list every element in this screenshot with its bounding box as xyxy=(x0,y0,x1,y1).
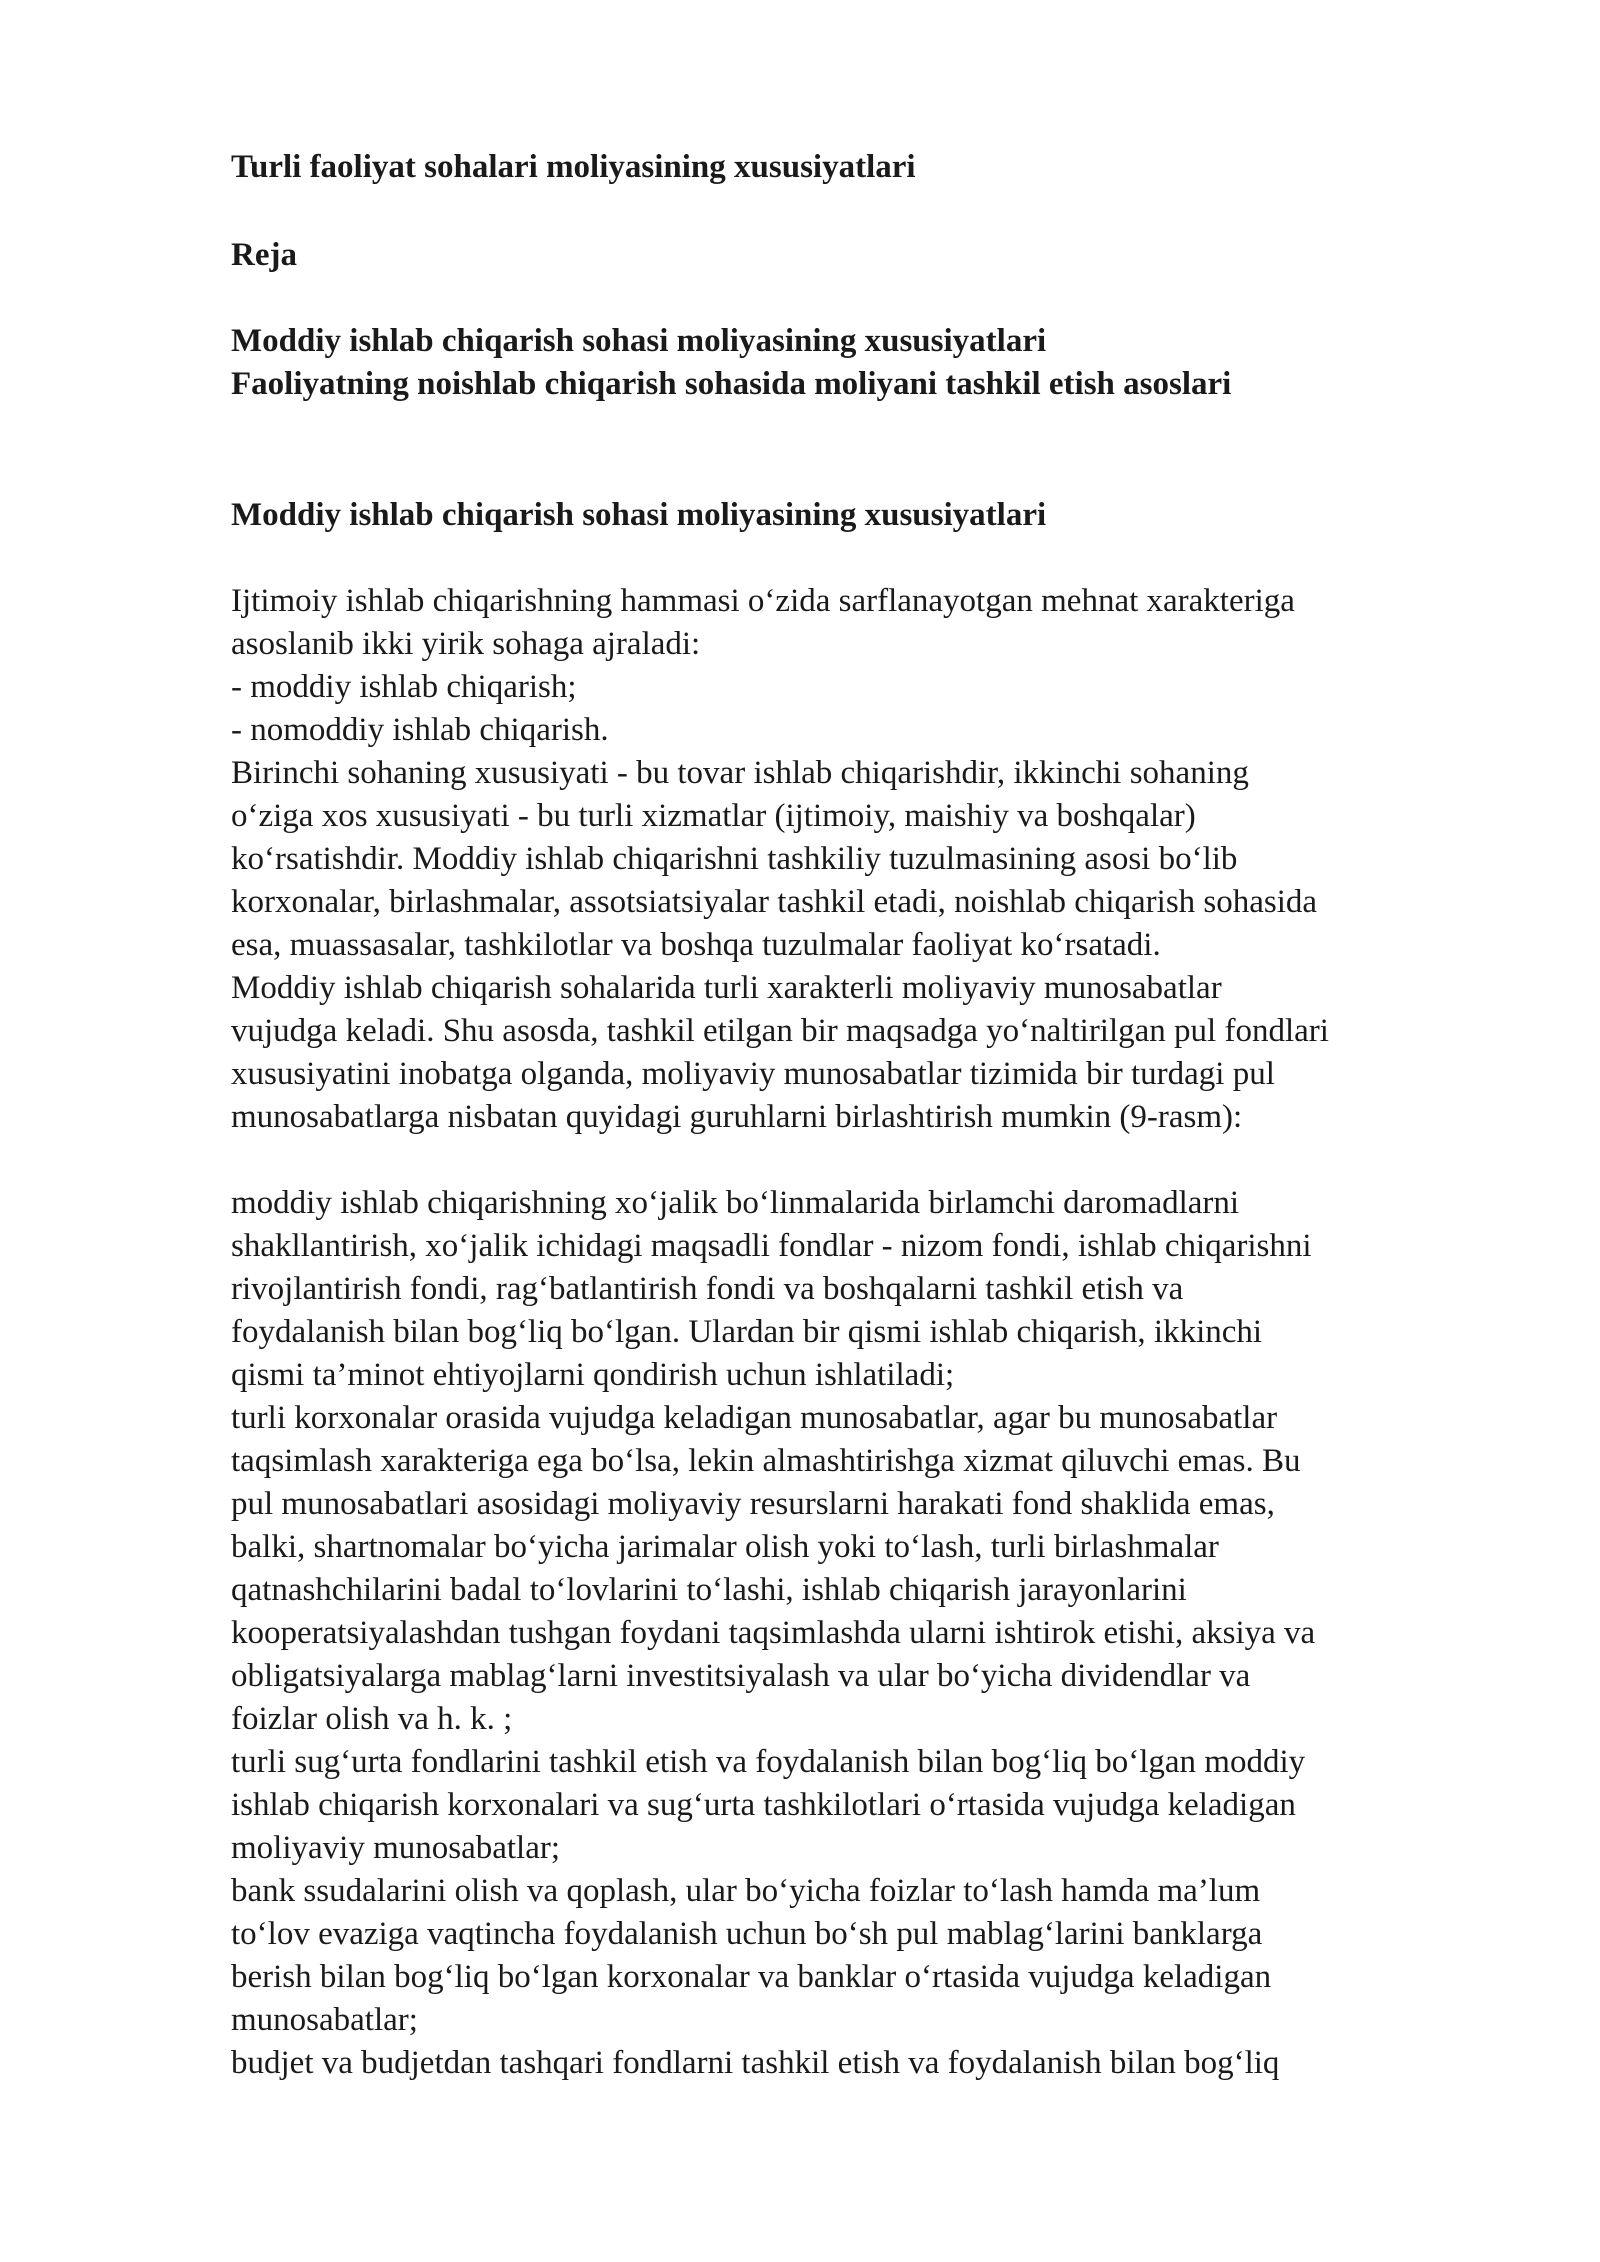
paragraph-spacer xyxy=(231,1139,1531,1182)
body-text-line: bank ssudalarini olish va qoplash, ular bo‘yicha foizlar to‘lash hamda ma’lum xyxy=(231,1873,1261,1909)
body-text-line: - nomoddiy ishlab chiqarish. xyxy=(231,712,609,748)
body-text-line: budjet va budjetdan tashqari fondlarni tashkil etish va foydalanish bilan bog‘liq xyxy=(231,2045,1280,2081)
body-text-line: to‘lov evaziga vaqtincha foydalanish uchun bo‘sh pul mablag‘larini banklarga xyxy=(231,1916,1263,1952)
section-heading: Moddiy ishlab chiqarish sohasi moliyasining xususiyatlari xyxy=(231,497,1047,533)
body-text-line: taqsimlash xarakteriga ega bo‘lsa, lekin almashtirishga xizmat qiluvchi emas. Bu xyxy=(231,1443,1301,1479)
body-text-line: asoslanib ikki yirik sohaga ajraladi: xyxy=(231,626,701,662)
body-text-line: - moddiy ishlab chiqarish; xyxy=(231,669,577,705)
body-text-line: balki, shartnomalar bo‘yicha jarimalar olish yoki to‘lash, turli birlashmalar xyxy=(231,1529,1219,1565)
body-text-line: turli korxonalar orasida vujudga keladigan munosabatlar, agar bu munosabatlar xyxy=(231,1400,1278,1436)
body-text-line: qismi ta’minot ehtiyojlarni qondirish uchun ishlatiladi; xyxy=(231,1357,955,1393)
body-text-line: Birinchi sohaning xususiyati - bu tovar ishlab chiqarishdir, ikkinchi sohaning xyxy=(231,755,1249,791)
body-text-line: korxonalar, birlashmalar, assotsiatsiyalar tashkil etadi, noishlab chiqarish sohasida xyxy=(231,884,1318,920)
body-text-line: turli sug‘urta fondlarini tashkil etish va foydalanish bilan bog‘liq bo‘lgan moddiy xyxy=(231,1744,1306,1780)
body-text-line: o‘ziga xos xususiyati - bu turli xizmatlar (ijtimoiy, maishiy va boshqalar) xyxy=(231,798,1196,834)
body-text-line: munosabatlar; xyxy=(231,2002,418,2038)
plan-label: Reja xyxy=(231,237,297,273)
document-title: Turli faoliyat sohalari moliyasining xususiyatlari xyxy=(231,149,916,185)
body-paragraph-block-2 xyxy=(231,1182,1531,2085)
body-text-line: esa, muassasalar, tashkilotlar va boshqa tuzulmalar faoliyat ko‘rsatadi. xyxy=(231,927,1161,963)
body-text-line: pul munosabatlari asosidagi moliyaviy resurslarni harakati fond shaklida emas, xyxy=(231,1486,1275,1522)
body-text-line: foydalanish bilan bog‘liq bo‘lgan. Ulardan bir qismi ishlab chiqarish, ikkinchi xyxy=(231,1314,1263,1350)
body-text-line: xususiyatini inobatga olganda, moliyaviy munosabatlar tizimida bir turdagi pul xyxy=(231,1056,1275,1092)
body-paragraph-block-1 xyxy=(231,580,1531,1139)
body-text-line: Ijtimoiy ishlab chiqarishning hammasi o‘zida sarflanayotgan mehnat xarakteriga xyxy=(231,583,1295,619)
body-text-line: munosabatlarga nisbatan quyidagi guruhlarni birlashtirish mumkin (9-rasm): xyxy=(231,1099,1243,1135)
body-text-line: ko‘rsatishdir. Moddiy ishlab chiqarishni tashkiliy tuzulmasining asosi bo‘lib xyxy=(231,841,1238,877)
document-page xyxy=(231,146,1531,2085)
body-text-line: rivojlantirish fondi, rag‘batlantirish fondi va boshqalarni tashkil etish va xyxy=(231,1271,1184,1307)
body-text-line: obligatsiyalarga mablag‘larni investitsiyalash va ular bo‘yicha dividendlar va xyxy=(231,1658,1251,1694)
body-text-line: Moddiy ishlab chiqarish sohalarida turli xarakterli moliyaviy munosabatlar xyxy=(231,970,1222,1006)
plan-item: Moddiy ishlab chiqarish sohasi moliyasining xususiyatlari xyxy=(231,323,1047,359)
body-text-line: qatnashchilarini badal to‘lovlarini to‘lashi, ishlab chiqarish jarayonlarini xyxy=(231,1572,1187,1608)
plan-item: Faoliyatning noishlab chiqarish sohasida moliyani tashkil etish asoslari xyxy=(231,366,1232,402)
body-text-line: berish bilan bog‘liq bo‘lgan korxonalar va banklar o‘rtasida vujudga keladigan xyxy=(231,1959,1272,1995)
body-text-line: vujudga keladi. Shu asosda, tashkil etilgan bir maqsadga yo‘naltirilgan pul fondlari xyxy=(231,1013,1329,1049)
body-text-line: kooperatsiyalashdan tushgan foydani taqsimlashda ularni ishtirok etishi, aksiya va xyxy=(231,1615,1316,1651)
body-text-line: moddiy ishlab chiqarishning xo‘jalik bo‘linmalarida birlamchi daromadlarni xyxy=(231,1185,1240,1221)
body-text-line: moliyaviy munosabatlar; xyxy=(231,1830,561,1866)
body-text-line: ishlab chiqarish korxonalari va sug‘urta tashkilotlari o‘rtasida vujudga keladigan xyxy=(231,1787,1296,1823)
body-text-line: shakllantirish, xo‘jalik ichidagi maqsadli fondlar - nizom fondi, ishlab chiqarishni xyxy=(231,1228,1312,1264)
body-text-line: foizlar olish va h. k. ; xyxy=(231,1701,513,1737)
plan-list xyxy=(231,320,1531,406)
